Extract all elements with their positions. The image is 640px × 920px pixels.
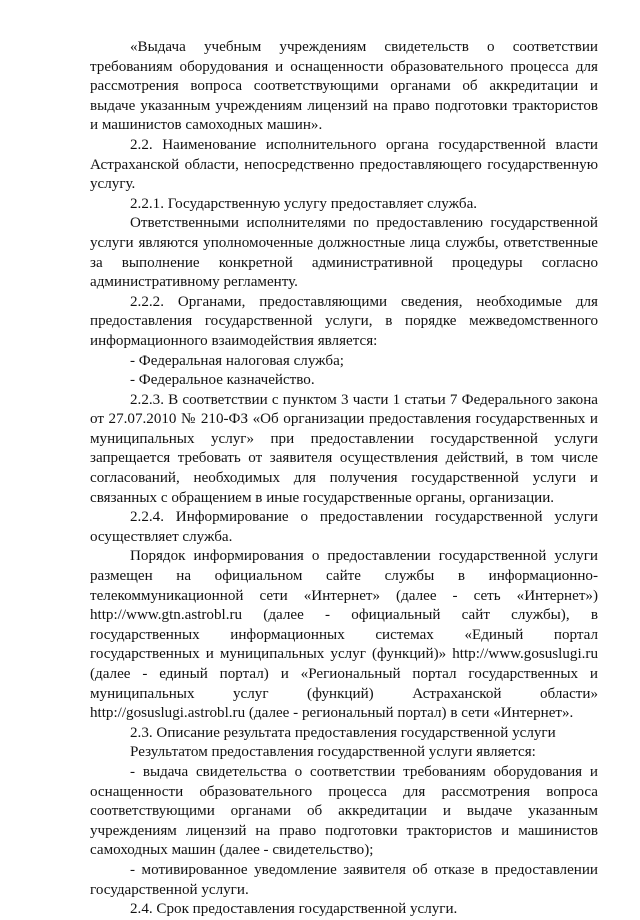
paragraph-result-intro: Результатом предоставления государственной услуги является: — [130, 744, 536, 761]
paragraph-2-2-1-service-provider: 2.2.1. Государственную услугу предоставляет служба. — [130, 195, 478, 212]
list-item-certificate-issue: - выдача свидетельства о соответствии требованиям оборудования и оснащенности образовательного процесса для рассмотрения вопроса соответствующими органами об аккредитации и выдаче указанным учреждениям лицензий на право подготовки трактористов и машинистов самоходных машин (далее - свидетельство); — [90, 763, 598, 859]
list-item-tax-service: - Федеральная налоговая служба; — [130, 352, 344, 369]
paragraph-informing-procedure: Порядок информирования о предоставлении государственной услуги размещен на официальном сайте службы в информационно-телекоммуникационной сети «Интернет» (далее - сеть «Интернет») http://www.gtn.astrobl.ru (далее - официальный сайт службы), в государственных информационных системах «Единый портал государственных и муниципальных услуг (функций)» http://www.gosuslugi.ru (далее - единый портал) и «Региональный портал государственных и муниципальных услуг (функций) Астраханской области» http://gosuslugi.astrobl.ru (далее - региональный портал) в сети «Интернет». — [90, 548, 598, 722]
list-item-refusal-notice: - мотивированное уведомление заявителя об отказе в предоставлении государственной услуги. — [90, 861, 598, 898]
paragraph-2-4-term-heading: 2.4. Срок предоставления государственной услуги. — [130, 901, 458, 918]
document-page — [90, 38, 598, 920]
paragraph-2-2-executive-body: 2.2. Наименование исполнительного органа государственной власти Астраханской области, непосредственно предоставляющего государственную услугу. — [90, 136, 598, 193]
paragraph-responsible-executors: Ответственными исполнителями по предоставлению государственной услуги являются уполномоченные должностные лица службы, ответственные за выполнение конкретной административной процедуры согласно административному регламенту. — [90, 215, 598, 291]
paragraph-2-3-result-heading: 2.3. Описание результата предоставления государственной услуги — [130, 724, 556, 741]
paragraph-service-name: «Выдача учебным учреждениям свидетельств о соответствии требованиям оборудования и оснащенности образовательного процесса для рассмотрения вопроса соответствующими органами об аккредитации и выдаче указанным учреждениям лицензий на право подготовки трактористов и машинистов самоходных машин». — [90, 39, 598, 134]
paragraph-2-2-3-prohibitions: 2.2.3. В соответствии с пунктом 3 части 1 статьи 7 Федерального закона от 27.07.2010 № 210-ФЗ «Об организации предоставления государственных и муниципальных услуг» при предоставлении государственной услуги запрещается требовать от заявителя осуществления действий, в том числе согласований, необходимых для получения государственной услуги и связанных с обращением в иные государственные органы, организации. — [90, 391, 598, 506]
paragraph-2-2-2-interagency-bodies: 2.2.2. Органами, предоставляющими сведения, необходимые для предоставления государственной услуги, в порядке межведомственного информационного взаимодействия является: — [90, 293, 598, 349]
paragraph-2-2-4-informing: 2.2.4. Информирование о предоставлении государственной услуги осуществляет служба. — [90, 509, 598, 545]
list-item-treasury: - Федеральное казначейство. — [130, 372, 315, 389]
